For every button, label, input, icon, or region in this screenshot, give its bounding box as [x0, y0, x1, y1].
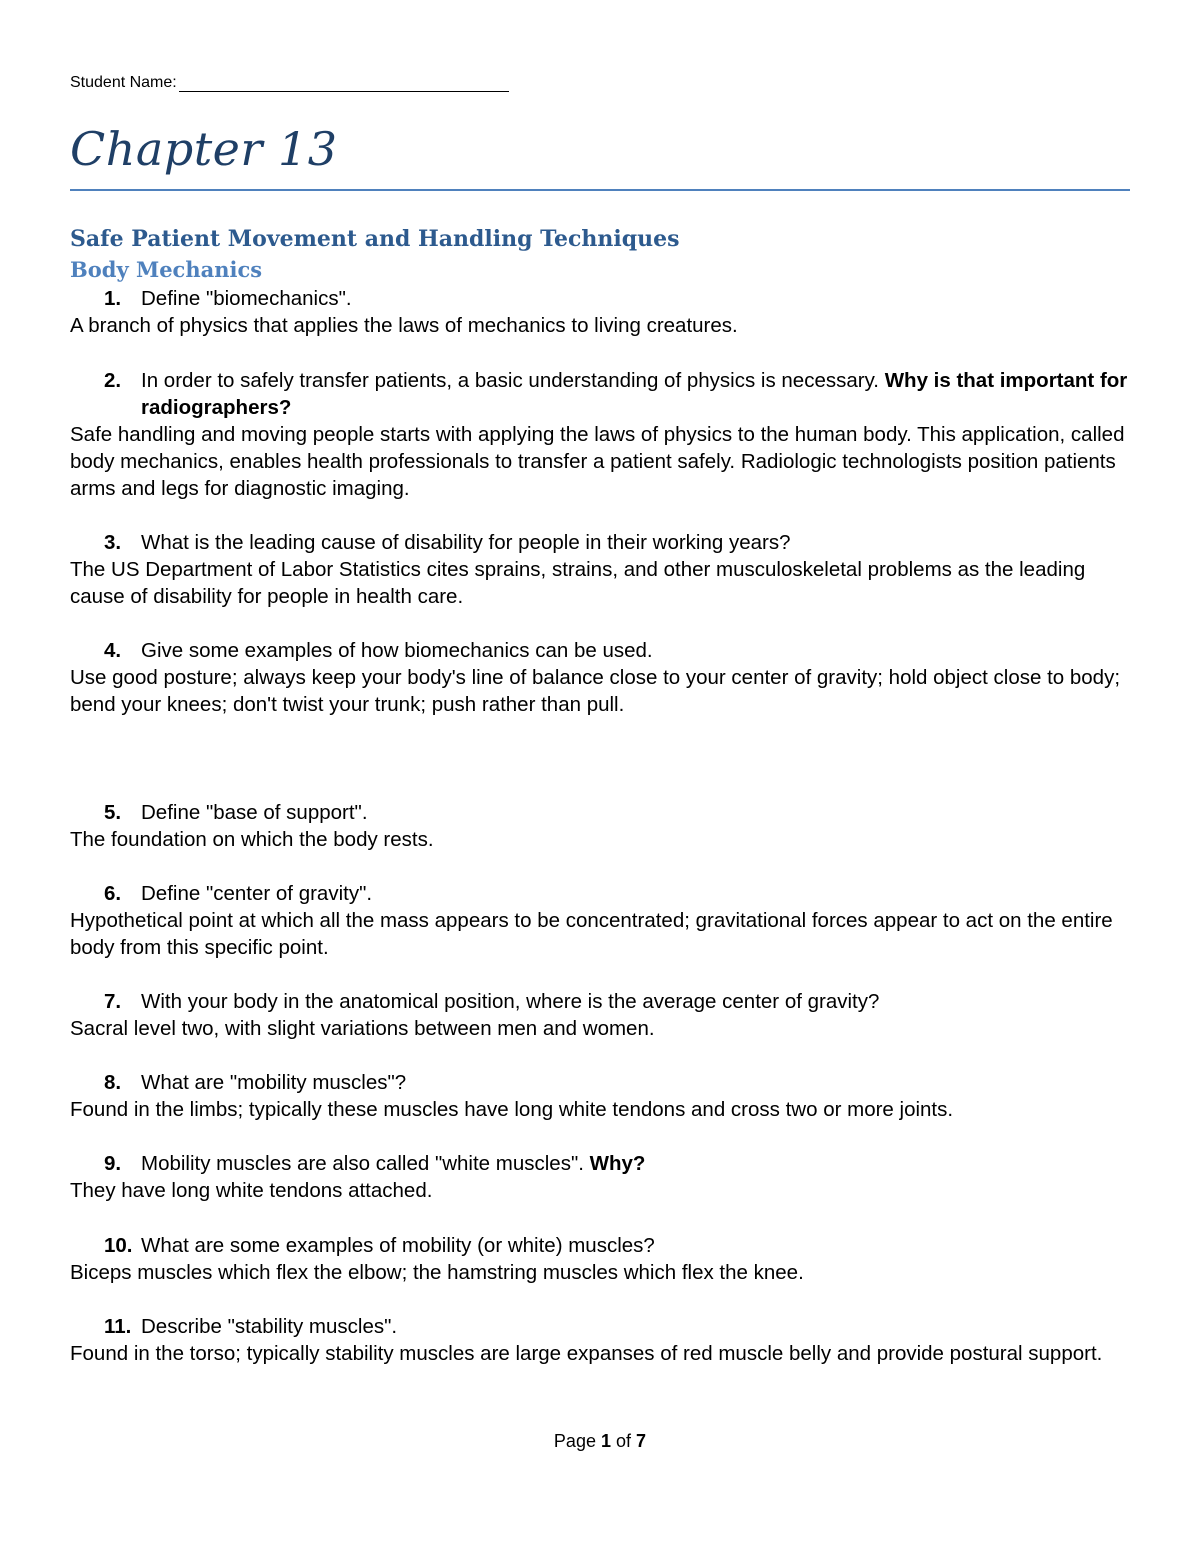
- question-text: Give some examples of how biomechanics can be used.: [141, 639, 653, 662]
- answer-text: The US Department of Labor Statistics cites sprains, strains, and other musculoskeletal problems as the leading cause of disability for people in health care.: [70, 558, 1086, 608]
- section-title: Safe Patient Movement and Handling Techniques: [70, 226, 680, 252]
- question-number: 4.: [104, 639, 122, 662]
- answer-text: Hypothetical point at which all the mass appears to be concentrated; gravitational forces appear to act on the entire body from this specific point.: [70, 909, 1113, 959]
- question-number: 7.: [104, 990, 122, 1013]
- question-text: With your body in the anatomical position, where is the average center of gravity?: [141, 990, 880, 1013]
- answer-text: Sacral level two, with slight variations between men and women.: [70, 1017, 655, 1040]
- page-word: Page: [553, 1431, 596, 1451]
- answer-text: They have long white tendons attached.: [70, 1179, 433, 1202]
- student-name-blank-line[interactable]: [179, 77, 509, 92]
- page-footer: [0, 1431, 1200, 1452]
- question: [70, 367, 1135, 421]
- question: [70, 1313, 1135, 1340]
- section-subtitle: Body Mechanics: [70, 257, 263, 282]
- question: [70, 637, 1135, 664]
- question-number: 10.: [104, 1234, 133, 1257]
- question-number: 8.: [104, 1071, 122, 1094]
- question-emphasis: Why is that important for radiographers?: [141, 369, 1128, 419]
- question: [70, 1150, 1135, 1177]
- question-text: Define "base of support".: [141, 801, 368, 824]
- question-text: What are some examples of mobility (or white) muscles?: [141, 1234, 655, 1257]
- question-number: 9.: [104, 1152, 122, 1175]
- question-block-10: [70, 1232, 1135, 1286]
- question-number: 6.: [104, 882, 122, 905]
- question: [70, 799, 1135, 826]
- question-text: Describe "stability muscles".: [141, 1315, 398, 1338]
- question-block-7: [70, 988, 1135, 1042]
- question-text: Mobility muscles are also called "white muscles".: [141, 1152, 590, 1175]
- question: [70, 880, 1135, 907]
- question-text: Define "center of gravity".: [141, 882, 373, 905]
- question-number: 11.: [104, 1315, 132, 1338]
- question: [70, 285, 1135, 312]
- question-number: 5.: [104, 801, 122, 824]
- question-emphasis: Why?: [589, 1152, 646, 1175]
- of-word: of: [616, 1431, 632, 1451]
- answer-text: Biceps muscles which flex the elbow; the hamstring muscles which flex the knee.: [70, 1261, 804, 1284]
- chapter-title: Chapter 13: [70, 122, 338, 176]
- question-block-5: [70, 799, 1135, 853]
- question-block-4: [70, 637, 1135, 718]
- answer-text: Found in the torso; typically stability muscles are large expanses of red muscle belly and provide postural support.: [70, 1342, 1103, 1365]
- question-block-6: [70, 880, 1135, 961]
- question: [70, 1069, 1135, 1096]
- answer-text: Use good posture; always keep your body's line of balance close to your center of gravity; hold object close to body; bend your knees; don't twist your trunk; push rather than pull.: [70, 666, 1121, 716]
- question-text: In order to safely transfer patients, a basic understanding of physics is necessary.: [141, 369, 885, 392]
- question: [70, 1232, 1135, 1259]
- student-name-label: Student Name:: [70, 74, 177, 91]
- answer-text: Found in the limbs; typically these muscles have long white tendons and cross two or more joints.: [70, 1098, 954, 1121]
- question-text: Define "biomechanics".: [141, 287, 352, 310]
- question-text: What is the leading cause of disability for people in their working years?: [141, 531, 791, 554]
- question-block-9: [70, 1150, 1135, 1204]
- question: [70, 988, 1135, 1015]
- question-block-1: [70, 285, 1135, 339]
- question-block-8: [70, 1069, 1135, 1123]
- answer-text: A branch of physics that applies the laws of mechanics to living creatures.: [70, 314, 738, 337]
- question-number: 2.: [104, 369, 122, 392]
- question-number: 1.: [104, 287, 122, 310]
- question: [70, 529, 1135, 556]
- question-block-2: [70, 367, 1135, 502]
- answer-text: Safe handling and moving people starts with applying the laws of physics to the human body. This application, called body mechanics, enables health professionals to transfer a patient safely. Radiologic technologists position patients arms and legs for diagnostic imaging.: [70, 423, 1125, 500]
- question-text: What are "mobility muscles"?: [141, 1071, 407, 1094]
- title-divider: [70, 189, 1130, 191]
- question-block-3: [70, 529, 1135, 610]
- answer-text: The foundation on which the body rests.: [70, 828, 434, 851]
- question-block-11: [70, 1313, 1135, 1367]
- question-number: 3.: [104, 531, 122, 554]
- page-total: 7: [636, 1431, 647, 1451]
- student-name-field[interactable]: [70, 74, 509, 92]
- page-number: 1: [600, 1431, 611, 1451]
